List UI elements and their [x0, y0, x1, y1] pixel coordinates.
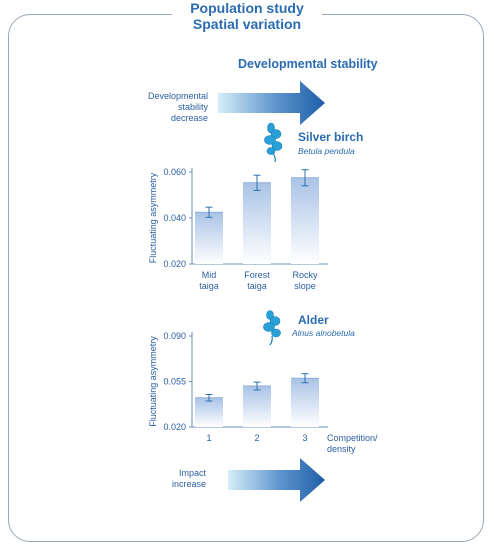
y-tick-label: 0.060 [163, 167, 186, 177]
x-tick-label: Mid [201, 270, 217, 280]
alder-chart [148, 331, 378, 454]
x-tick-label: 1 [206, 433, 212, 443]
x-axis-label: density [327, 444, 356, 454]
x-tick-label: Forest [244, 270, 270, 280]
developmental-stability-title: Developmental stability [238, 57, 378, 71]
x-tick-label: taiga [247, 281, 267, 291]
y-axis-label: Fluctuating asymmetry [148, 336, 158, 427]
bar [243, 386, 271, 427]
x-axis-label: Competition/ [327, 433, 378, 443]
x-tick-label: Rocky [292, 270, 318, 280]
y-tick-label: 0.020 [163, 422, 186, 432]
impact-increase-arrow [228, 458, 325, 502]
birch-leaf-icon [265, 123, 283, 162]
birch-chart [148, 167, 328, 291]
y-axis-label: Fluctuating asymmetry [148, 172, 158, 264]
dev-arrow-label-line: Developmental [147, 91, 208, 101]
x-tick-label: slope [294, 281, 316, 291]
y-tick-label: 0.055 [163, 376, 186, 387]
impact-arrow-label-line: increase [171, 479, 206, 489]
title-line-2: Spatial variation [192, 16, 302, 32]
latin-name-alder: Alnus alnobetula [292, 328, 355, 338]
species-name-alder: Alder [298, 313, 329, 327]
alder-leaf-icon [264, 311, 281, 346]
dev-arrow-label-line: stability [177, 102, 208, 112]
y-tick-label: 0.020 [163, 259, 186, 269]
developmental-stability-arrow [218, 81, 325, 125]
bar [243, 183, 271, 264]
x-tick-label: 3 [302, 433, 308, 443]
y-tick-label: 0.040 [163, 213, 186, 223]
bar [291, 178, 319, 264]
title-line-1: Population study [190, 0, 304, 16]
bar [195, 398, 223, 427]
bar [195, 212, 223, 264]
impact-arrow-label-line: Impact [178, 468, 206, 478]
latin-name-birch: Betula pendula [298, 146, 355, 156]
bar [291, 378, 319, 427]
x-tick-label: 2 [254, 433, 260, 443]
species-name-birch: Silver birch [298, 130, 364, 144]
y-tick-label: 0.090 [163, 331, 186, 341]
x-tick-label: taiga [199, 281, 219, 291]
dev-arrow-label-line: decrease [170, 113, 208, 123]
